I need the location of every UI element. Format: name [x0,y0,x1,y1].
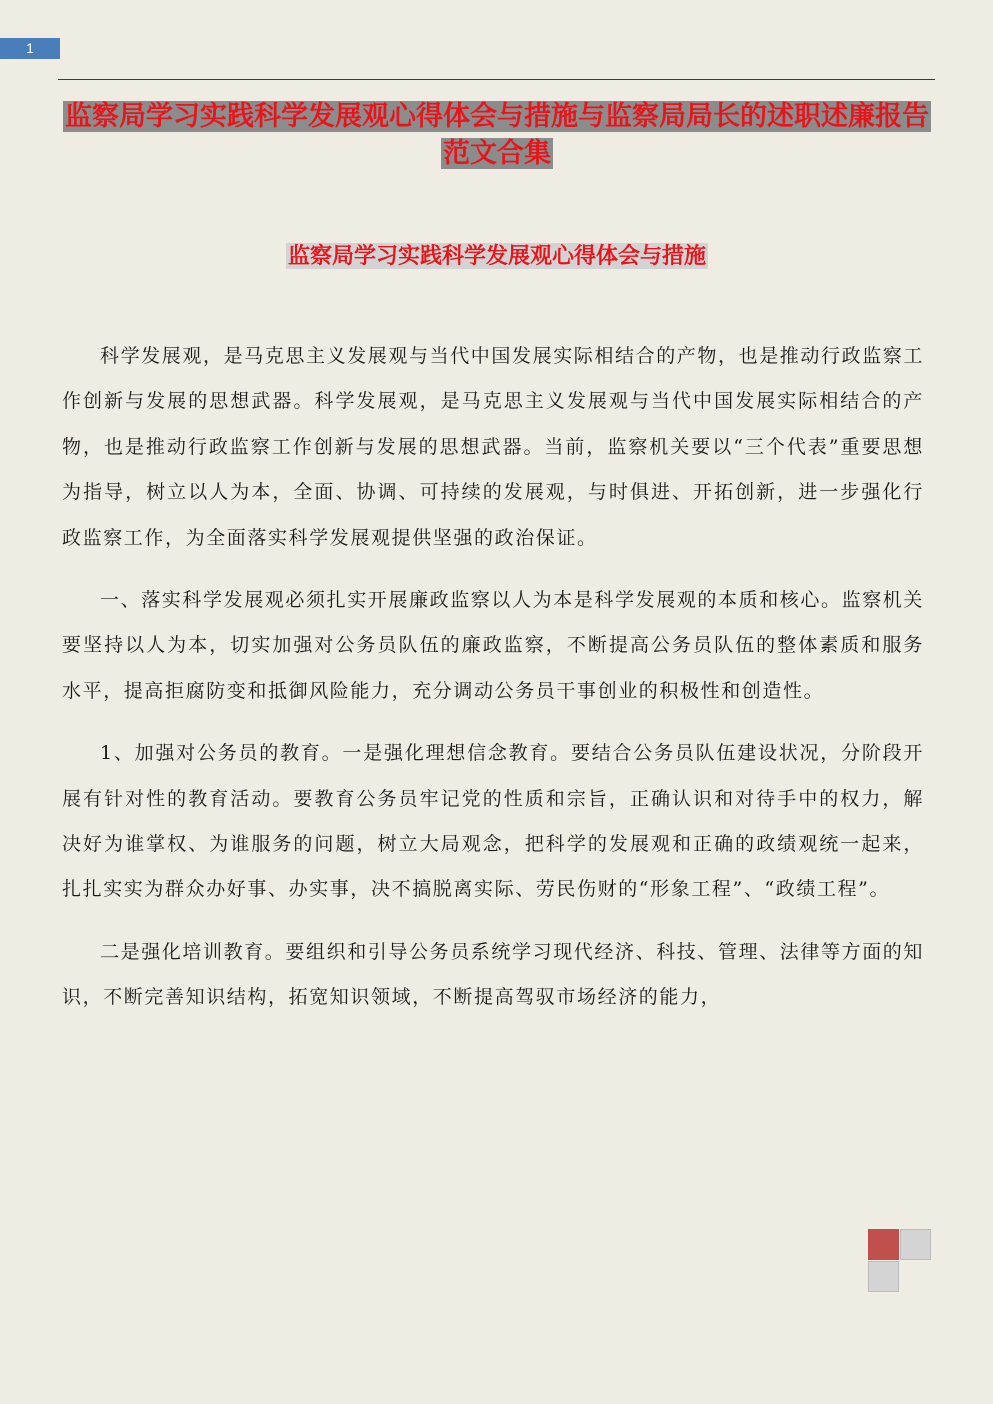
corner-decoration-gray-square [868,1261,899,1292]
document-title [62,98,932,172]
section-title [62,240,932,272]
body-paragraph: 1、加强对公务员的教育。一是强化理想信念教育。要结合公务员队伍建设状况，分阶段开展有针对性的教育活动。要教育公务员牢记党的性质和宗旨，正确认识和对待手中的权力，解决好为谁掌权、为谁服务的问题，树立大局观念，把科学的发展观和正确的政绩观统一起来，扎扎实实为群众办好事、办实事，决不搞脱离实际、劳民伤财的“形象工程”、“政绩工程”。 [62,742,924,901]
body-paragraph: 科学发展观，是马克思主义发展观与当代中国发展实际相结合的产物，也是推动行政监察工作创新与发展的思想武器。科学发展观，是马克思主义发展观与当代中国发展实际相结合的产物，也是推动行政监察工作创新与发展的思想武器。当前，监察机关要以“三个代表”重要思想为指导，树立以人为本，全面、协调、可持续的发展观，与时俱进、开拓创新，进一步强化行政监察工作，为全面落实科学发展观提供坚强的政治保证。 [62,345,925,549]
body-paragraph: 一、落实科学发展观必须扎实开展廉政监察以人为本是科学发展观的本质和核心。监察机关要坚持以人为本，切实加强对公务员队伍的廉政监察，不断提高公务员队伍的整体素质和服务水平，提高拒腐防变和抵御风险能力，充分调动公务员干事创业的积极性和创造性。 [62,589,925,702]
body-paragraph: 二是强化培训教育。要组织和引导公务员系统学习现代经济、科技、管理、法律等方面的知识，不断完善知识结构，拓宽知识领域，不断提高驾驭市场经济的能力， [62,940,925,1009]
header-divider [58,79,935,80]
document-title-text: 监察局学习实践科学发展观心得体会与措施与监察局局长的述职述廉报告范文合集 [65,101,929,169]
document-body [62,334,924,1038]
corner-decoration-gray-square [900,1229,931,1260]
corner-decoration-red-square [868,1229,899,1260]
section-title-text: 监察局学习实践科学发展观心得体会与措施 [287,243,706,269]
page-number-badge: 1 [0,38,60,59]
